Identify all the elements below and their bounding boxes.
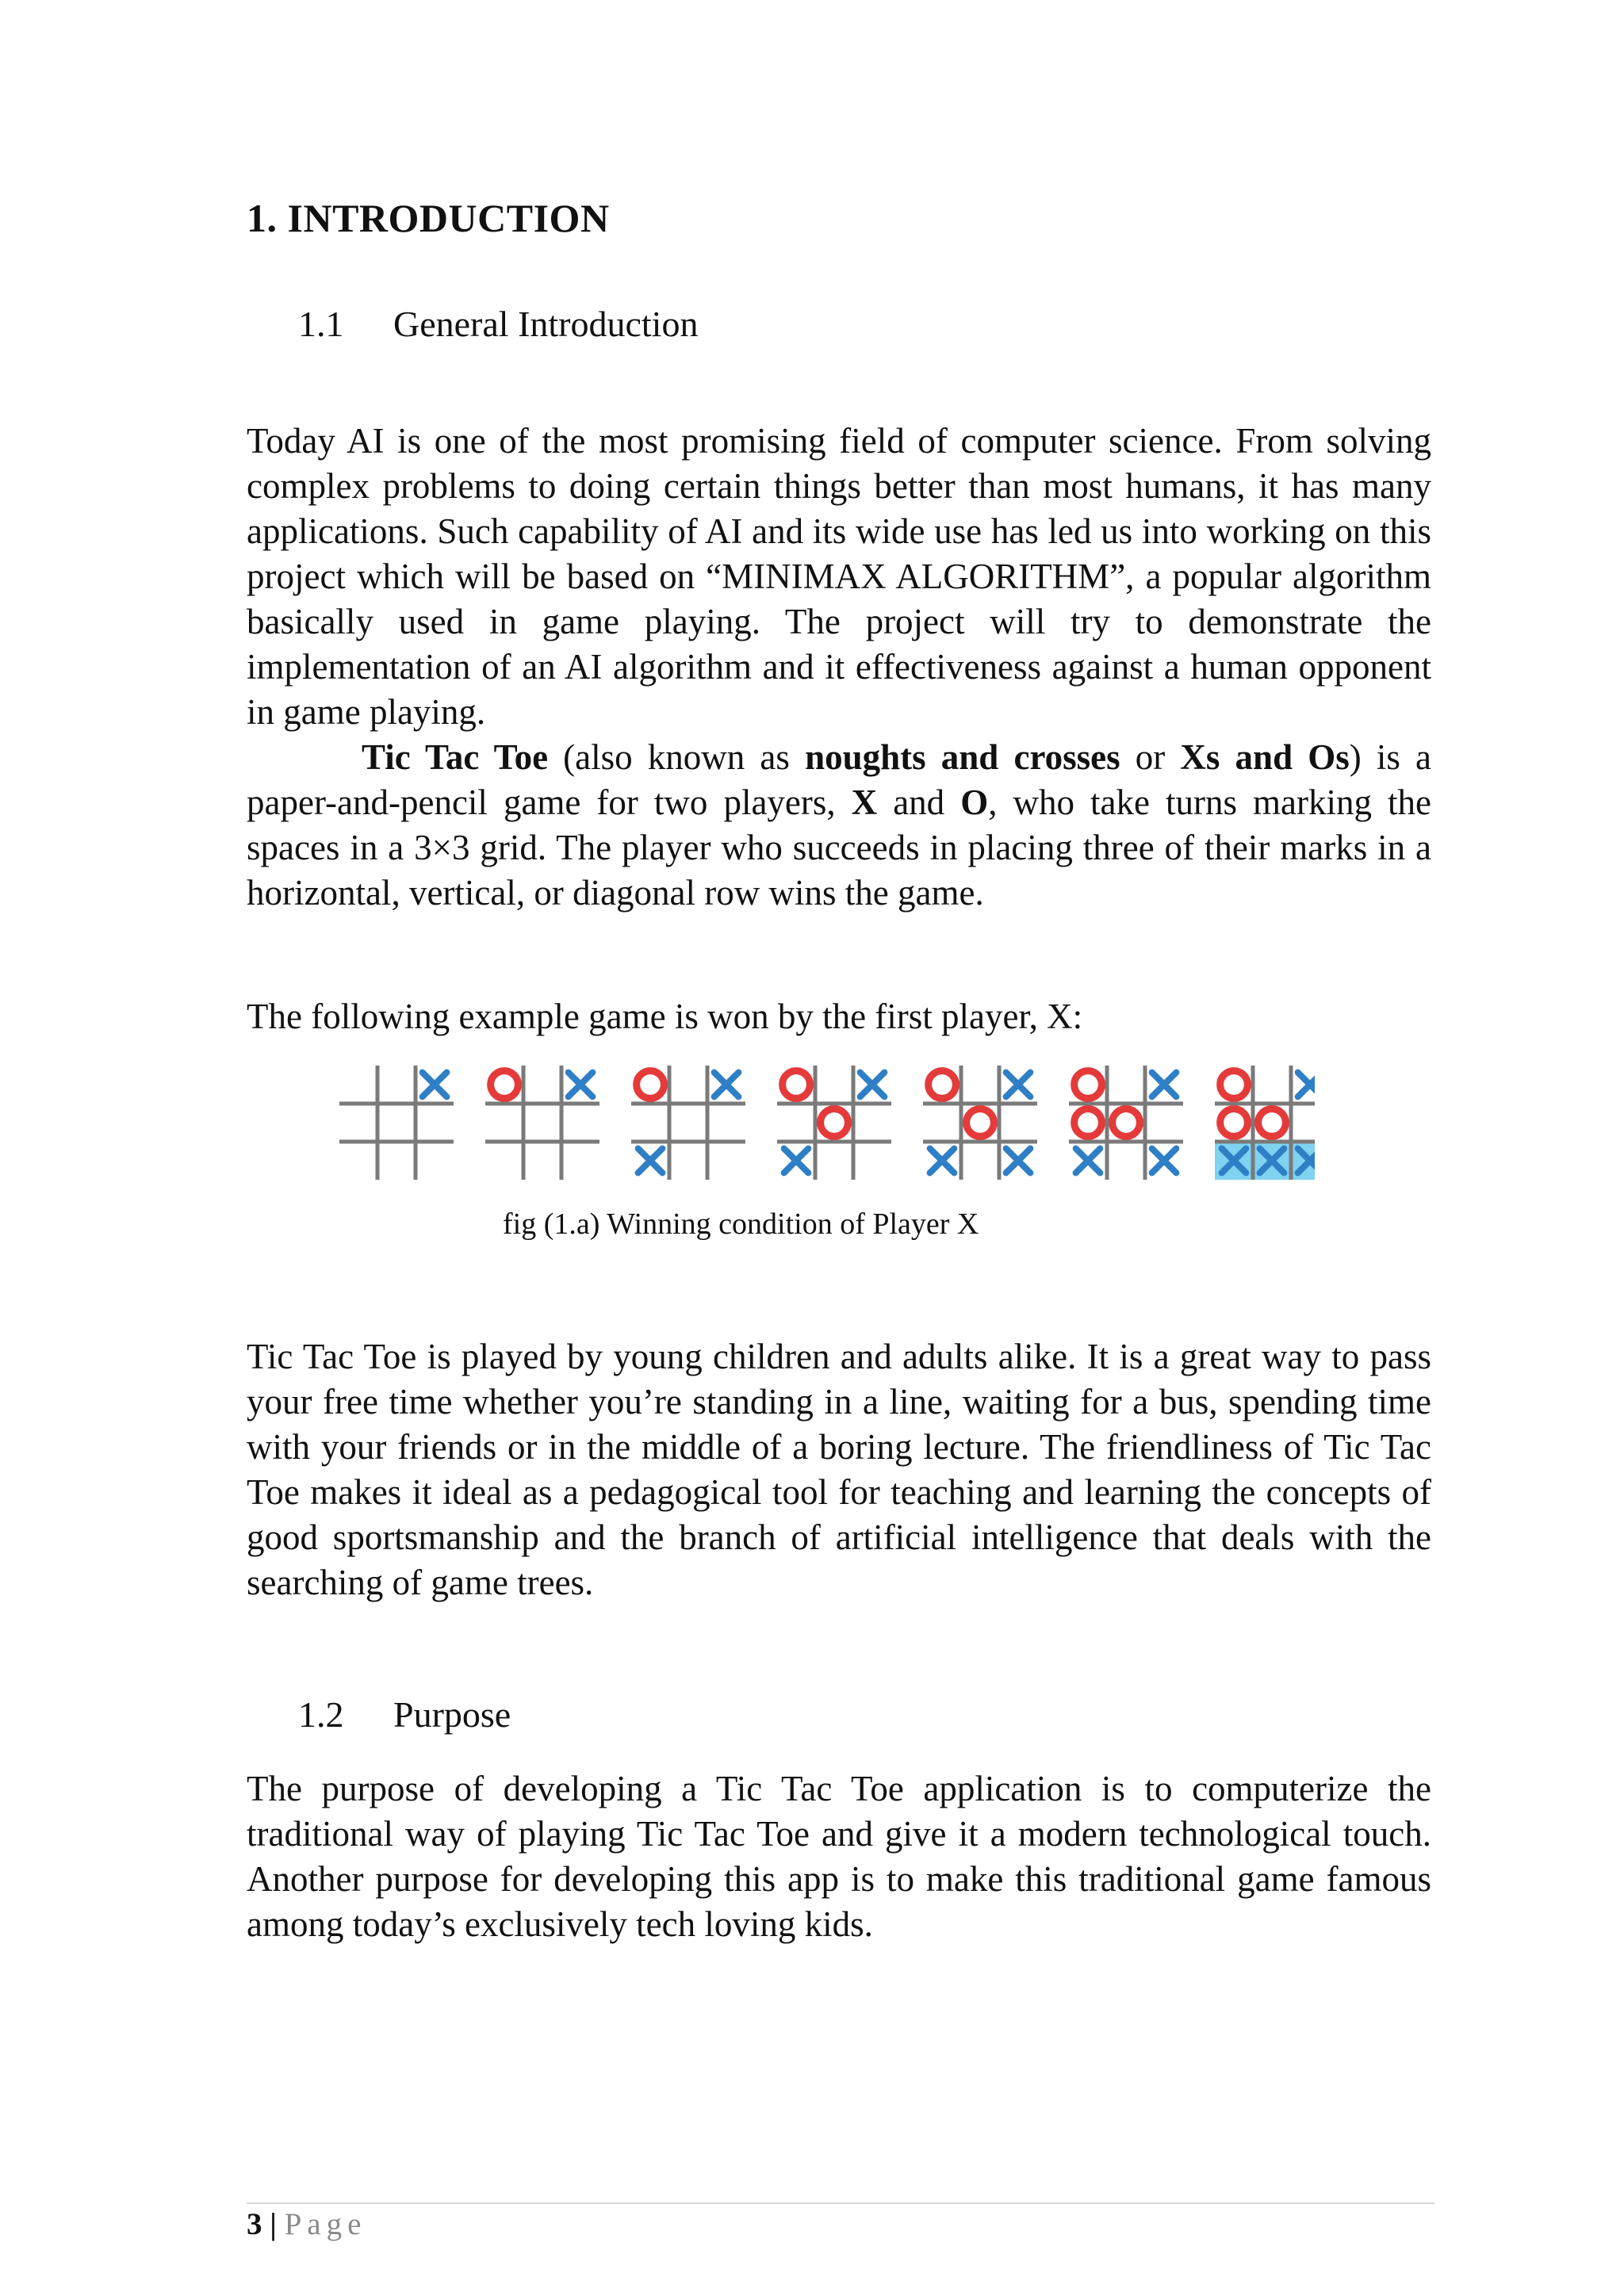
paragraph-ai-intro: Today AI is one of the most promising field of computer science. From solving complex problems to doing certain things better than most humans, it has many applications. Such capability of AI and its wide use has led us into working on this project which will be based on “MINIMAX ALGORITHM”, a popular algorithm basically used in game playing. The project will try to demonstrate the implementation of an AI algorithm and it effectiveness against a human opponent in game playing. <box>247 421 1431 732</box>
board-5 <box>923 1066 1037 1180</box>
chapter-heading: 1. INTRODUCTION <box>247 196 610 240</box>
section-heading-purpose <box>298 1693 511 1735</box>
x-mark <box>1006 1073 1031 1097</box>
section-heading-general-introduction <box>298 303 698 345</box>
o-mark <box>1220 1071 1248 1099</box>
x-mark <box>784 1149 809 1173</box>
bold-term-o: O <box>960 783 989 822</box>
bold-term-tic-tac-toe: Tic Tac Toe <box>362 737 549 777</box>
section-title: General Introduction <box>393 304 699 344</box>
figure-caption: fig (1.a) Winning condition of Player X <box>503 1207 979 1241</box>
x-mark <box>1076 1149 1101 1173</box>
board-2 <box>485 1066 599 1180</box>
page-label: Page <box>284 2207 367 2241</box>
x-mark <box>1006 1149 1031 1173</box>
example-game-intro: The following example game is won by the first player, X: <box>247 997 1083 1036</box>
board-3 <box>631 1066 745 1180</box>
o-mark <box>1113 1109 1140 1137</box>
x-mark <box>569 1073 593 1097</box>
o-mark <box>1074 1071 1102 1099</box>
paragraph-tic-tac-toe-definition: Tic Tac Toe (also known as noughts and crosses or Xs and Os) is a paper-and-pencil game for two players, X and O, who take turns marking the spaces in a 3×3 grid. The player who succeeds in placing three of their marks in a horizontal, vertical, or diagonal row wins the game. <box>247 737 1431 913</box>
x-mark <box>714 1073 739 1097</box>
o-mark <box>1220 1109 1248 1137</box>
x-mark <box>860 1073 885 1097</box>
tic-tac-toe-example-boards <box>331 1061 1315 1184</box>
x-mark <box>1152 1149 1177 1173</box>
o-mark <box>929 1071 956 1099</box>
x-mark <box>1298 1073 1315 1097</box>
footer-divider <box>247 2202 1434 2204</box>
paragraph-purpose: The purpose of developing a Tic Tac Toe application is to computerize the traditional way of playing Tic Tac Toe and give it a modern technological touch. Another purpose for developing this app is to make this traditional game famous among today’s exclusively tech loving kids. <box>247 1769 1431 1944</box>
o-mark <box>783 1071 810 1099</box>
section-number: 1.2 <box>298 1694 344 1735</box>
board-7 <box>1215 1066 1315 1180</box>
board-1 <box>339 1066 454 1180</box>
bold-term-xs-and-os: Xs and Os <box>1180 737 1350 777</box>
x-mark <box>423 1073 447 1097</box>
x-mark <box>930 1149 955 1173</box>
bold-term-noughts-and-crosses: noughts and crosses <box>805 737 1120 777</box>
section-title: Purpose <box>393 1694 511 1735</box>
bold-term-x: X <box>851 783 878 822</box>
page-number: 3 <box>247 2207 262 2241</box>
paragraph-tic-tac-toe-usage: Tic Tac Toe is played by young children and adults alike. It is a great way to pass your free time whether you’re standing in a line, waiting for a bus, spending time with your friends or in the middle of a boring lecture. The friendliness of Tic Tac Toe makes it ideal as a pedagogical tool for teaching and learning the concepts of good sportsmanship and the branch of artificial intelligence that deals with the searching of game trees. <box>247 1337 1431 1602</box>
board-4 <box>777 1066 891 1180</box>
page-footer <box>247 2206 366 2242</box>
o-mark <box>967 1109 994 1137</box>
footer-separator: | <box>262 2207 285 2241</box>
board-6 <box>1069 1066 1183 1180</box>
o-mark <box>1074 1109 1102 1137</box>
o-mark <box>637 1071 665 1099</box>
section-number: 1.1 <box>298 304 344 344</box>
o-mark <box>1258 1109 1286 1137</box>
x-mark <box>1152 1073 1177 1097</box>
o-mark <box>821 1109 848 1137</box>
o-mark <box>491 1071 519 1099</box>
x-mark <box>638 1149 663 1173</box>
